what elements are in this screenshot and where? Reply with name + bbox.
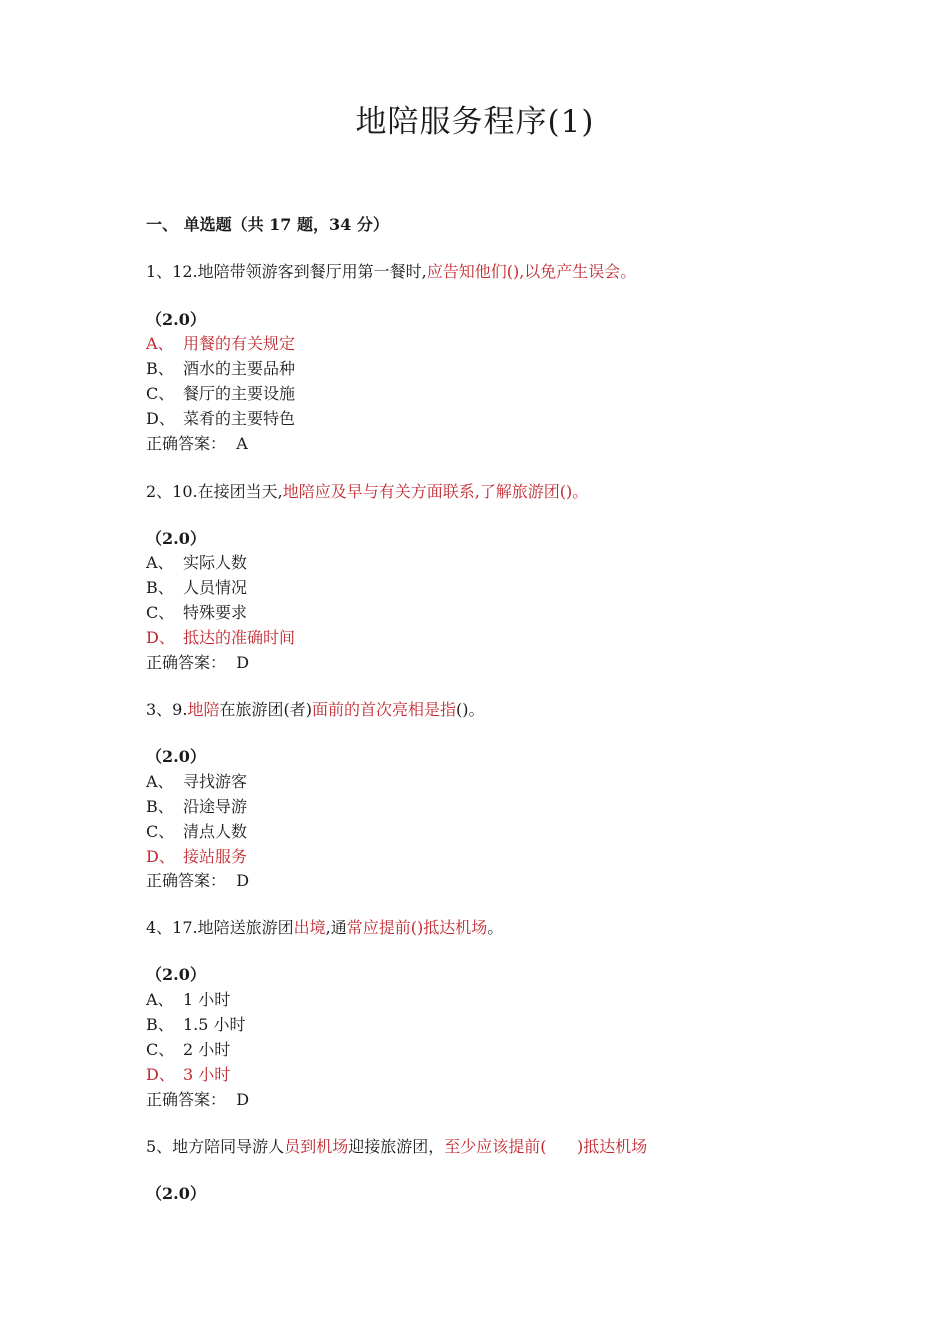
question-4-stem: 4、17.地陪送旅游团出境,通常应提前()抵达机场。 [146,918,504,937]
question-3-answer: 正确答案： D [146,871,250,890]
question-4-option-c: C、 2 小时 [146,1040,231,1059]
section-heading: 一、 单选题（共 17 题，34 分） [146,215,389,234]
question-3-option-d: D、 接站服务 [146,847,248,866]
question-1-option-b: B、 酒水的主要品种 [146,359,296,378]
question-4-score: （2.0） [146,965,206,984]
question-2-score: （2.0） [146,529,206,548]
question-3-option-c: C、 清点人数 [146,822,248,841]
question-4-answer: 正确答案： D [146,1090,250,1109]
question-1-option-d: D、 菜肴的主要特色 [146,409,296,428]
question-5-stem: 5、地方陪同导游人员到机场迎接旅游团，至少应该提前( )抵达机场 [146,1137,648,1156]
page-title: 地陪服务程序(1) [355,104,595,140]
question-1-score: （2.0） [146,310,206,329]
question-3-score: （2.0） [146,747,206,766]
question-2-option-d: D、 抵达的准确时间 [146,628,296,647]
question-4-option-d: D、 3 小时 [146,1065,231,1084]
question-2-option-c: C、 特殊要求 [146,603,248,622]
question-3-option-b: B、 沿途导游 [146,797,248,816]
question-3-option-a: A、 寻找游客 [146,772,248,791]
question-1-stem: 1、12.地陪带领游客到餐厅用第一餐时,应告知他们(),以免产生误会。 [146,262,637,281]
question-1-answer: 正确答案： A [146,434,248,453]
question-5-score: （2.0） [146,1184,206,1203]
question-4-option-b: B、 1.5 小时 [146,1015,246,1034]
question-3-stem: 3、9.地陪在旅游团(者)面前的首次亮相是指()。 [146,700,485,719]
question-2-option-b: B、 人员情况 [146,578,248,597]
question-2-option-a: A、 实际人数 [146,553,248,572]
question-2-stem: 2、10.在接团当天,地陪应及早与有关方面联系,了解旅游团()。 [146,482,589,501]
question-1-option-c: C、 餐厅的主要设施 [146,384,296,403]
question-4-option-a: A、 1 小时 [146,990,231,1009]
question-2-answer: 正确答案： D [146,653,250,672]
question-1-option-a: A、 用餐的有关规定 [146,334,296,353]
